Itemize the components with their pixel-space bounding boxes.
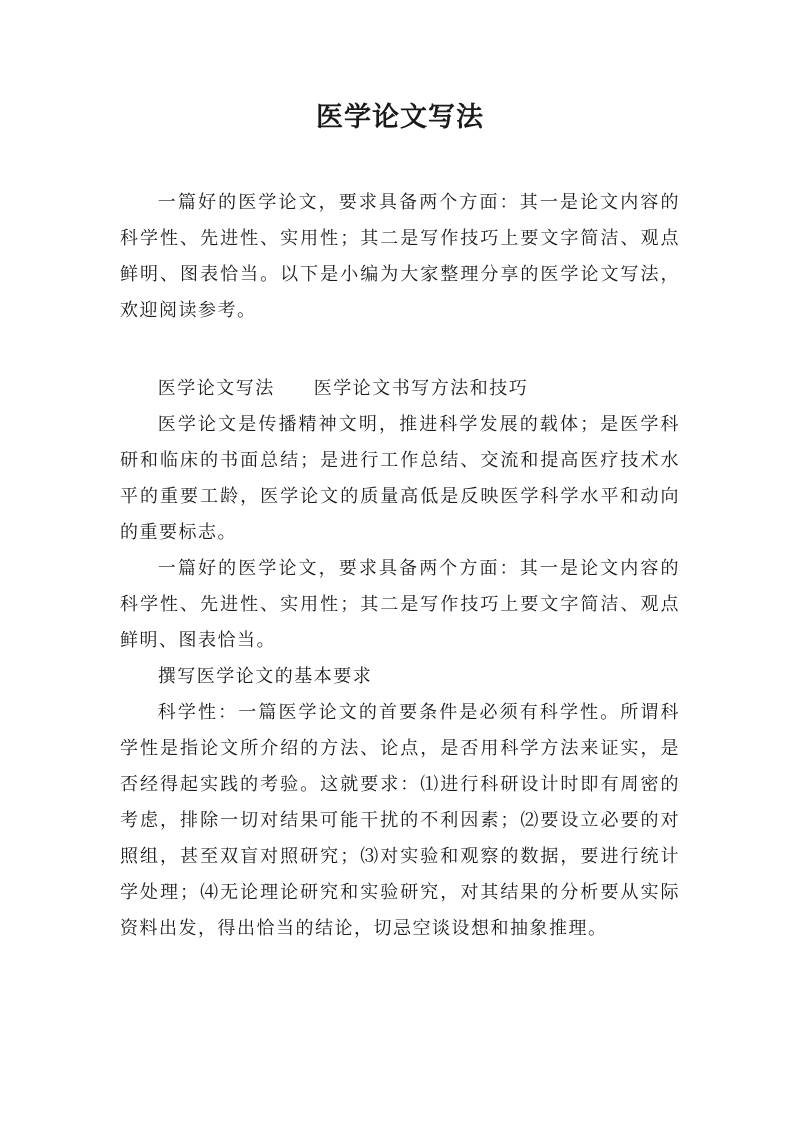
subheading-basic-requirements: 撰写医学论文的基本要求 (157, 666, 373, 687)
paragraph-carrier: 医学论文是传播精神文明，推进科学发展的载体；是医学科研和临床的书面总结；是进行工作总结、交流和提高医疗技术水平的重要工龄，医学论文的质量高低是反映医学科学水平和动向的重要标志。 (120, 414, 680, 543)
intro-paragraph: 一篇好的医学论文，要求具备两个方面：其一是论文内容的科学性、先进性、实用性；其二是写作技巧上要文字简洁、观点鲜明、图表恰当。以下是小编为大家整理分享的医学论文写法，欢迎阅读参考。 (120, 192, 680, 321)
paragraph-requirements: 一篇好的医学论文，要求具备两个方面：其一是论文内容的科学性、先进性、实用性；其二是写作技巧上要文字简洁、观点鲜明、图表恰当。 (120, 558, 680, 651)
intro-block (120, 185, 680, 329)
document-title: 医学论文写法 (316, 102, 484, 133)
section-heading: 医学论文写法 医学论文书写方法和技巧 (157, 378, 529, 399)
paragraph-scientific: 科学性：一篇医学论文的首要条件是必须有科学性。所谓科学性是指论文所介绍的方法、论点，是否用科学方法来证实，是否经得起实践的考验。这就要求：⑴进行科研设计时即有周密的考虑，排除一切对结果可能干扰的不利因素；⑵要设立必要的对照组，甚至双盲对照研究；⑶对实验和观察的数据，要进行统计学处理；⑷无论理论研究和实验研究，对其结果的分析要从实际资料出发，得出恰当的结论，切忌空谈设想和抽象推理。 (120, 702, 680, 939)
main-content (120, 371, 680, 947)
